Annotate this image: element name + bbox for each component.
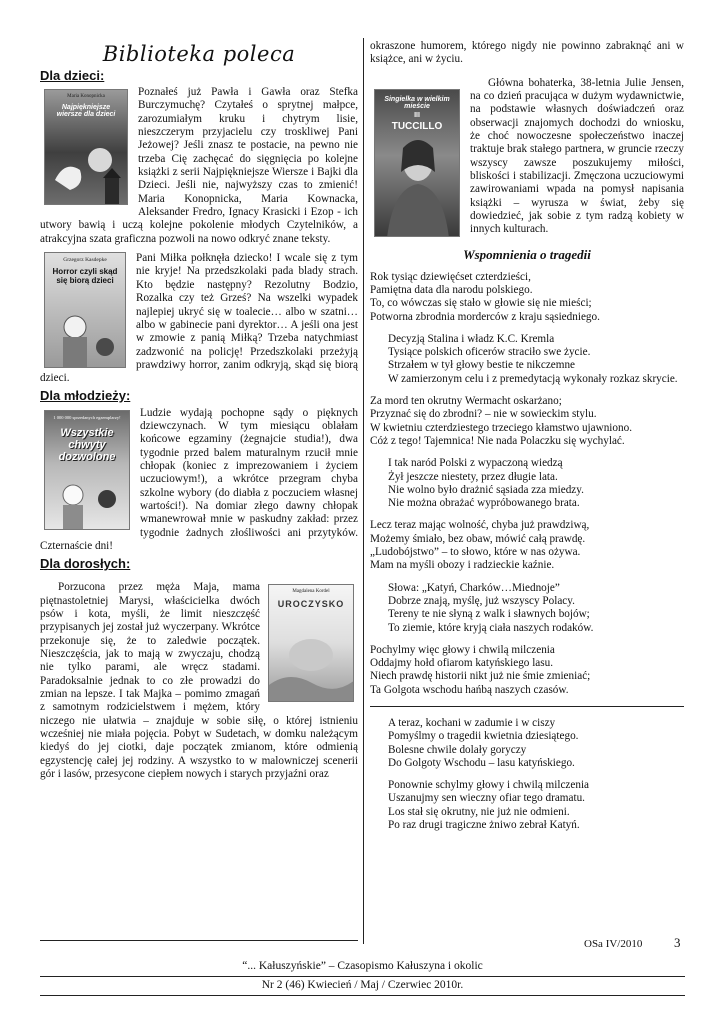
cover-series: III (414, 111, 420, 119)
book-description-uroczysko-continued: okraszone humorem, którego nigdy nie powinno zabraknąć ani w książce, ani w życiu. (370, 40, 684, 66)
cover-title: Wszystkie chwyty dozwolone (58, 426, 116, 463)
cover-title: UROCZYSKO (277, 599, 345, 610)
poem-line: Pochylmy więc głowy i chwilą milczenia (370, 643, 555, 656)
poem-line: Tereny te nie słyną z walk i sławnych bojów; (388, 608, 590, 621)
poem-line: Pomyślmy o tragedii kwietnia dziesiątego. (388, 730, 579, 743)
book-description-singielka: Główna bohaterka, 38-letnia Julie Jensen, na co dzień pracująca w dużym wydawnictwie, na podstawie własnych doświadczeń oraz obserwacji znajomych dochodzi do wniosku, że choć nowoczesne społeczeństwo inaczej traktuje brak stałego partnera, w gruncie rzeczy wszyscy zawsze poszukujemy miłości, bliskości i stabilizacji. Zmęczona uczuciowymi zawirowaniami wpada na pomysł napisania książki – wyrusza w świat, żeby się dowiedzieć, jak sobie z tym radzą kobiety w innych kulturach. (470, 76, 684, 236)
poem-line: Możemy śmiało, bez obaw, mówić całą prawdę. (370, 532, 586, 545)
book-cover-konopnicka (44, 89, 128, 205)
footer-publication: “... Kałuszyńskie” – Czasopismo Kałuszyna i okolic (242, 960, 483, 972)
book-cover-uroczysko (268, 584, 354, 702)
poem-line: Cóż z tego! Tajemnica! Nie nada Polaczku się wychylać. (370, 434, 625, 447)
cover-author: Grzegorz Kasdepke (63, 257, 107, 264)
poem-line: Ponownie schylmy głowy i chwilą milczenia (388, 779, 590, 792)
poem-stanza (370, 779, 684, 832)
right-column (370, 38, 684, 841)
poem-stanza (370, 333, 684, 386)
poem-separator (370, 706, 684, 707)
cover-title: Singielka w wielkim mieście (384, 95, 450, 110)
poem-line: To, co wówczas się stało w głowie się nie mieści; (370, 297, 592, 310)
cover-illustration (375, 136, 460, 237)
poem-stanza (370, 519, 684, 572)
left-column-bottom-rule (40, 940, 358, 941)
poem-signature: OSa IV/2010 (584, 938, 643, 950)
cover-banner: 1 000 000 sprzedanych egzemplarzy! (53, 414, 121, 420)
poem-line: W zamierzonym celu i z premedytacją wykonały rozkaz skrycie. (388, 372, 678, 385)
book-cover-singielka (374, 89, 460, 237)
poem-line: Słowa: „Katyń, Charków…Miednoje” (388, 581, 560, 594)
cover-illustration (45, 140, 128, 205)
poem-line: Tysiące polskich oficerów straciło swe życie. (388, 346, 591, 359)
poem-stanza (370, 717, 684, 770)
footer-rule (40, 995, 685, 996)
heading-youth: Dla młodzieży: (40, 387, 131, 403)
poem-line: Dobrze znają, myślę, już wszyscy Polacy. (388, 594, 575, 607)
poem-line: Ta Golgota wschodu hańbą naszych czasów. (370, 683, 569, 696)
poem-line: Do Golgoty Wschodu – lasu katyńskiego. (388, 756, 575, 769)
book-description-chwyty: Ludzie wydają pochopne sądy o pięknych dziewczynach. W tym miesiącu oblałam końcowe egzaminy (żegnajcie studia!), dwa tygodnie przed balem maturalnym rzucił mnie chłopak (koniec z imprezowaniem i życiem uczuciowym!), a wkrótce przegram chyba szkolne wybory (do diabła z poczuciem własnej wartości!). Na domiar złego dawny chłopak wmanewrował mnie w paskudny zakład: przez tygodnie żadnych złośliwości ani przytyków. Czternaście dni! (40, 406, 358, 552)
left-column (40, 38, 358, 782)
book-description-konopnicka: Poznałeś już Pawła i Gawła oraz Stefka Burczymuchę? Czytałeś o sprytnej małpce, zarozumiałym kruku i chytrym lisie, nieszczerym przyjacielu czy troskliwej Pani Jeżowej? Jeśli znasz te postacie, na pewno nie trzeba Cię zachęcać do sięgnięcia po kolejne książki z serii Najpiękniejsze Wiersze i Bajki dla Dzieci. Jeśli nie, najwyższy czas to zmienić! Maria Konopnicka, Maria Kownacka, Aleksander Fredro, Ignacy Krasicki i Ezop - ich utwory bawią i uczą kolejne pokolenie młodych Czytelników, a atrakcyjna szata graficzna pozwoli na nowo odkryć znane teksty. (40, 86, 358, 245)
page-number: 3 (674, 935, 681, 950)
poem-line: Los stał się okrutny, nie już nie odmieni. (388, 805, 570, 818)
heading-adults: Dla dorosłych: (40, 556, 131, 572)
poem-line: I tak naród Polski z wypaczoną wiedzą (388, 457, 563, 470)
poem-stanza (370, 644, 684, 697)
poem-line: Nie można obrażać wypróbowanego brata. (388, 497, 580, 510)
poem-line: A teraz, kochani w zadumie i w ciszy (388, 717, 556, 729)
cover-title: Najpiękniejsze wiersze dla dzieci (56, 104, 116, 118)
poem-line: Pamiętna data dla narodu polskiego. (370, 283, 533, 296)
cover-illustration (269, 625, 354, 702)
poem (370, 271, 684, 833)
poem-line: Po raz drugi tragiczne żniwo zebrał Katyń. (388, 819, 580, 832)
poem-line: Nie wolno było drażnić sąsiada zza miedzy. (388, 483, 584, 496)
cover-author-name: TUCCILLO (391, 120, 443, 132)
book-description-horror: Pani Miłka połknęła dziecko! I wcale się z tym nie kryje! Na przedszkolaki pada blady strach. Kto będzie następny? Rezolutny Bodzio, Rozalka czy też Grześ? Na wszelki wypadek najlepiej ukryć się w toalecie… albo w szatni… albo w gabinecie pani dyrektor… A jeśli ona jest w zmowie z panią Miłką? Trzeba natychmiast zadzwonić na policję! Przedszkolaki przeżyją prawdziwy horror, zanim odkryją, skąd się biorą dzieci. (40, 252, 358, 385)
poem-stanza (370, 582, 684, 635)
poem-line: Za mord ten okrutny Wermacht oskarżano; (370, 395, 562, 408)
poem-line: W kwietniu czterdziestego trzeciego kłamstwo ujawniono. (370, 421, 632, 434)
poem-line: Bolesne chwile dolały goryczy (388, 743, 527, 756)
footer-rule (40, 976, 685, 977)
poem-line: Niech prawdę historii nikt już nie śmie zmieniać; (370, 670, 591, 683)
poem-line: Żył jeszcze niestety, przez długie lata. (388, 470, 558, 483)
poem-stanza (370, 457, 684, 510)
poem-stanza (370, 271, 684, 324)
column-divider (363, 38, 364, 944)
cover-author: Magdalena Kordel (292, 589, 330, 595)
poem-line: Lecz teraz mając wolność, chyba już prawdziwą, (370, 519, 590, 532)
page-title: Biblioteka poleca (102, 42, 296, 66)
poem-line: Mam na myśli obozy i radzieckie kaźnie. (370, 559, 555, 572)
poem-line: Strzałem w tył głowy bestie te nikczemne (388, 359, 576, 372)
cover-illustration (45, 307, 126, 368)
poem-line: Uszanujmy sen wieczny ofiar tego dramatu. (388, 792, 585, 805)
poem-line: To ziemie, które kryją ciała naszych rodaków. (388, 621, 594, 634)
poem-title: Wspomnienia o tragedii (463, 246, 591, 262)
book-cover-horror (44, 252, 126, 368)
footer-issue: Nr 2 (46) Kwiecień / Maj / Czerwiec 2010r. (261, 979, 464, 991)
poem-line: Rok tysiąc dziewięćset czterdzieści, (370, 270, 531, 283)
book-cover-chwyty (44, 410, 130, 530)
book-description-uroczysko: Porzucona przez męża Maja, mama piętnastoletniej Marysi, właścicielka dwóch psów i kota, myśli, że limit nieszczęść przypisanych jej został już wyczerpany. Wkrótce przekonuje się, że to zaledwie początek. Nieszczęścia, jak to mają w zwyczaju, chodzą nie tylko parami, ale wręcz stadami. Paradoksalnie jednak to co złe prowadzi do zmian na lepsze. I tak Majka – pomimo zmagań z samotnym rodzicielstwem i mężem, który niczego nie ułatwia – znajduje w sobie siłę, o której istnieniu wcześniej nie miała pojęcia. Pobyt w Sudetach, w domku należącym kiedyś do jej ciotki, daje początek zmianom, które odmienią egzystencję całej jej rodziny. A wszystko to w malowniczej scenerii gór i lasów, przesycone ciepłem nowych i starych przyjaźni oraz (40, 581, 358, 781)
cover-illustration (45, 477, 130, 530)
poem-line: Oddajmy hołd ofiarom katyńskiego lasu. (370, 657, 554, 670)
cover-author: Maria Konopnicka (67, 94, 105, 99)
poem-line: Decyzją Stalina i władz K.C. Kremla (388, 332, 555, 345)
poem-line: Przyznać się do zbrodni? – nie w sowieckim stylu. (370, 408, 597, 421)
heading-children: Dla dzieci: (40, 68, 105, 83)
cover-title: Horror czyli skąd się biorą dzieci (52, 267, 118, 286)
poem-line: „Ludobójstwo” – to słowo, które w nas ożywa. (370, 546, 581, 559)
poem-stanza (370, 395, 684, 448)
poem-line: Potworna zbrodnia morderców z kraju sąsiedniego. (370, 310, 600, 323)
